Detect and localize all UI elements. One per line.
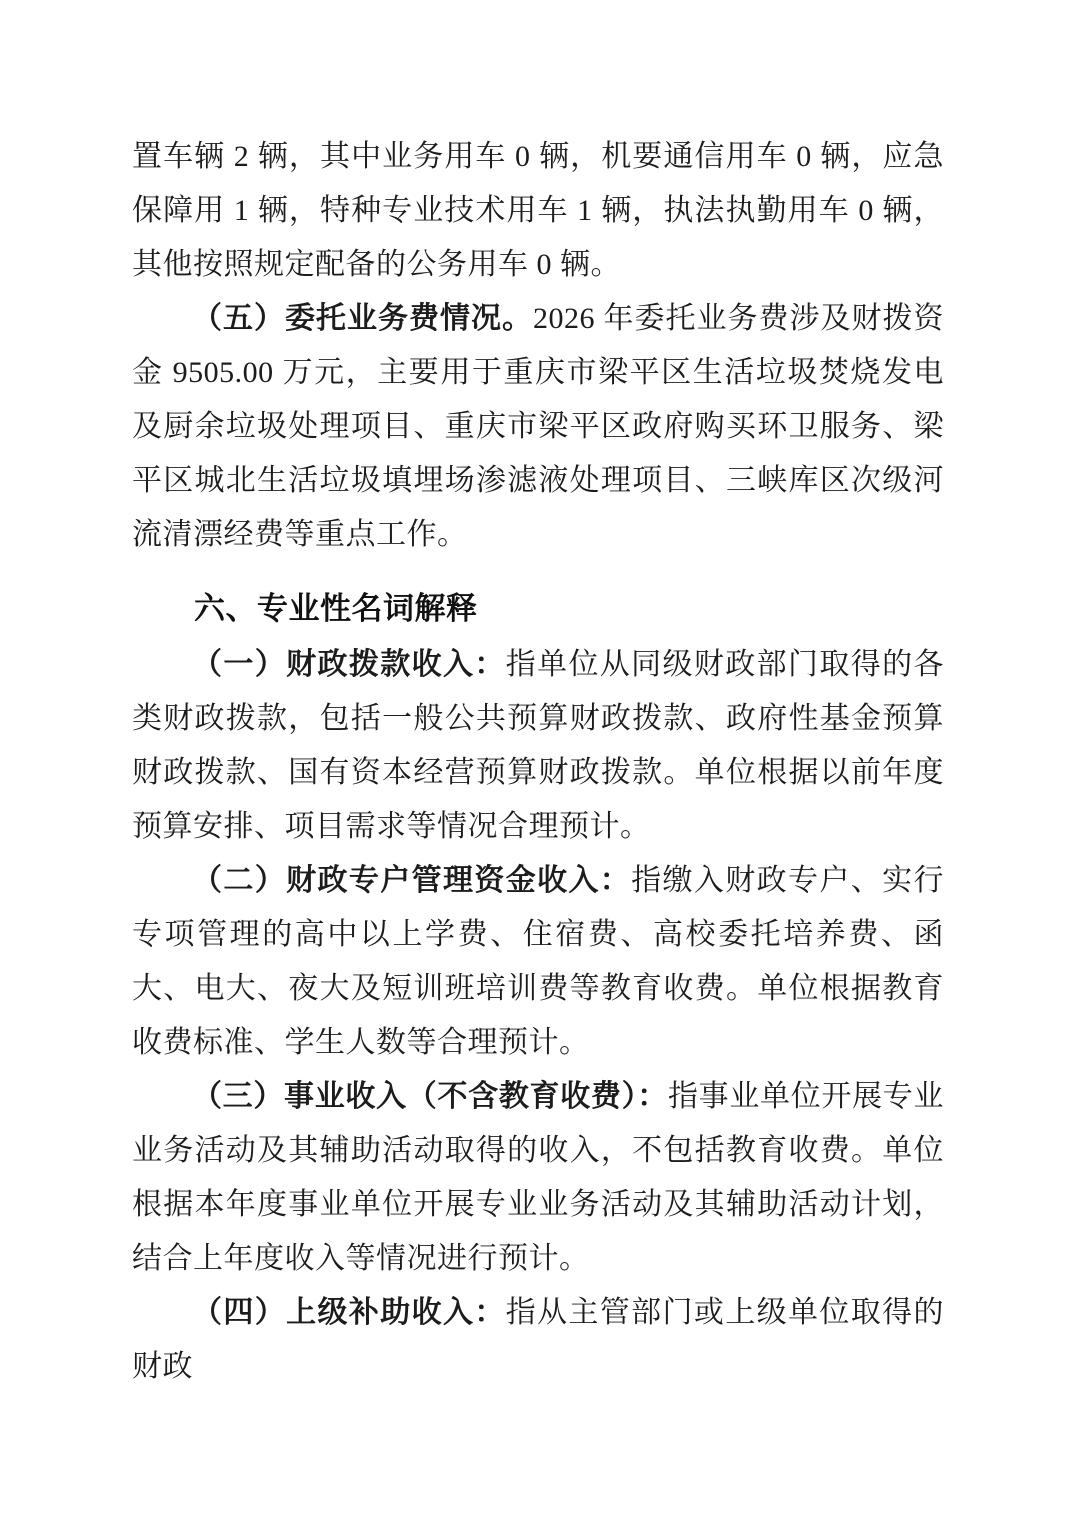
- paragraph-entrusted-fees: [132, 292, 944, 562]
- section-heading-terminology: 六、专业性名词解释: [194, 591, 478, 626]
- paragraph-term-special-account-funds: [132, 854, 944, 1070]
- paragraph-vehicle-continuation: 置车辆 2 辆，其中业务用车 0 辆，机要通信用车 0 辆，应急保障用 1 辆，特种专业技术用车 1 辆，执法执勤用车 0 辆，其他按照规定配备的公务用车 0 辆。: [132, 140, 944, 281]
- term-3-label: （三）事业收入（不含教育收费）：: [192, 1080, 668, 1113]
- term-4-label: （四）上级补助收入：: [192, 1296, 506, 1329]
- entrusted-fees-text: 2026 年委托业务费涉及财拨资金 9505.00 万元，主要用于重庆市梁平区生活垃圾焚烧发电及厨余垃圾处理项目、重庆市梁平区政府购买环卫服务、梁平区城北生活垃圾填埋场渗滤液处理项目、三峡库区次级河流清漂经费等重点工作。: [132, 302, 944, 551]
- paragraph-term-fiscal-appropriation: [132, 638, 944, 854]
- term-1-label: （一）财政拨款收入：: [192, 648, 506, 681]
- term-2-label: （二）财政专户管理资金收入：: [192, 864, 632, 897]
- paragraph-term-superior-subsidy: [132, 1286, 944, 1394]
- term-4-text: 指从主管部门或上级单位取得的财政: [132, 1296, 945, 1383]
- term-2-text: 指缴入财政专户、实行专项管理的高中以上学费、住宿费、高校委托培养费、函大、电大、夜大及短训班培训费等教育收费。单位根据教育收费标准、学生人数等合理预计。: [132, 864, 945, 1059]
- term-1-text: 指单位从同级财政部门取得的各类财政拨款，包括一般公共预算财政拨款、政府性基金预算财政拨款、国有资本经营预算财政拨款。单位根据以前年度预算安排、项目需求等情况合理预计。: [132, 648, 945, 843]
- paragraph-term-institutional-income: [132, 1070, 944, 1286]
- term-3-text: 指事业单位开展专业业务活动及其辅助活动取得的收入，不包括教育收费。单位根据本年度事业单位开展专业业务活动及其辅助活动计划，结合上年度收入等情况进行预计。: [132, 1080, 944, 1275]
- entrusted-fees-label: （五）委托业务费情况。: [192, 302, 533, 335]
- page-content: [132, 130, 944, 1394]
